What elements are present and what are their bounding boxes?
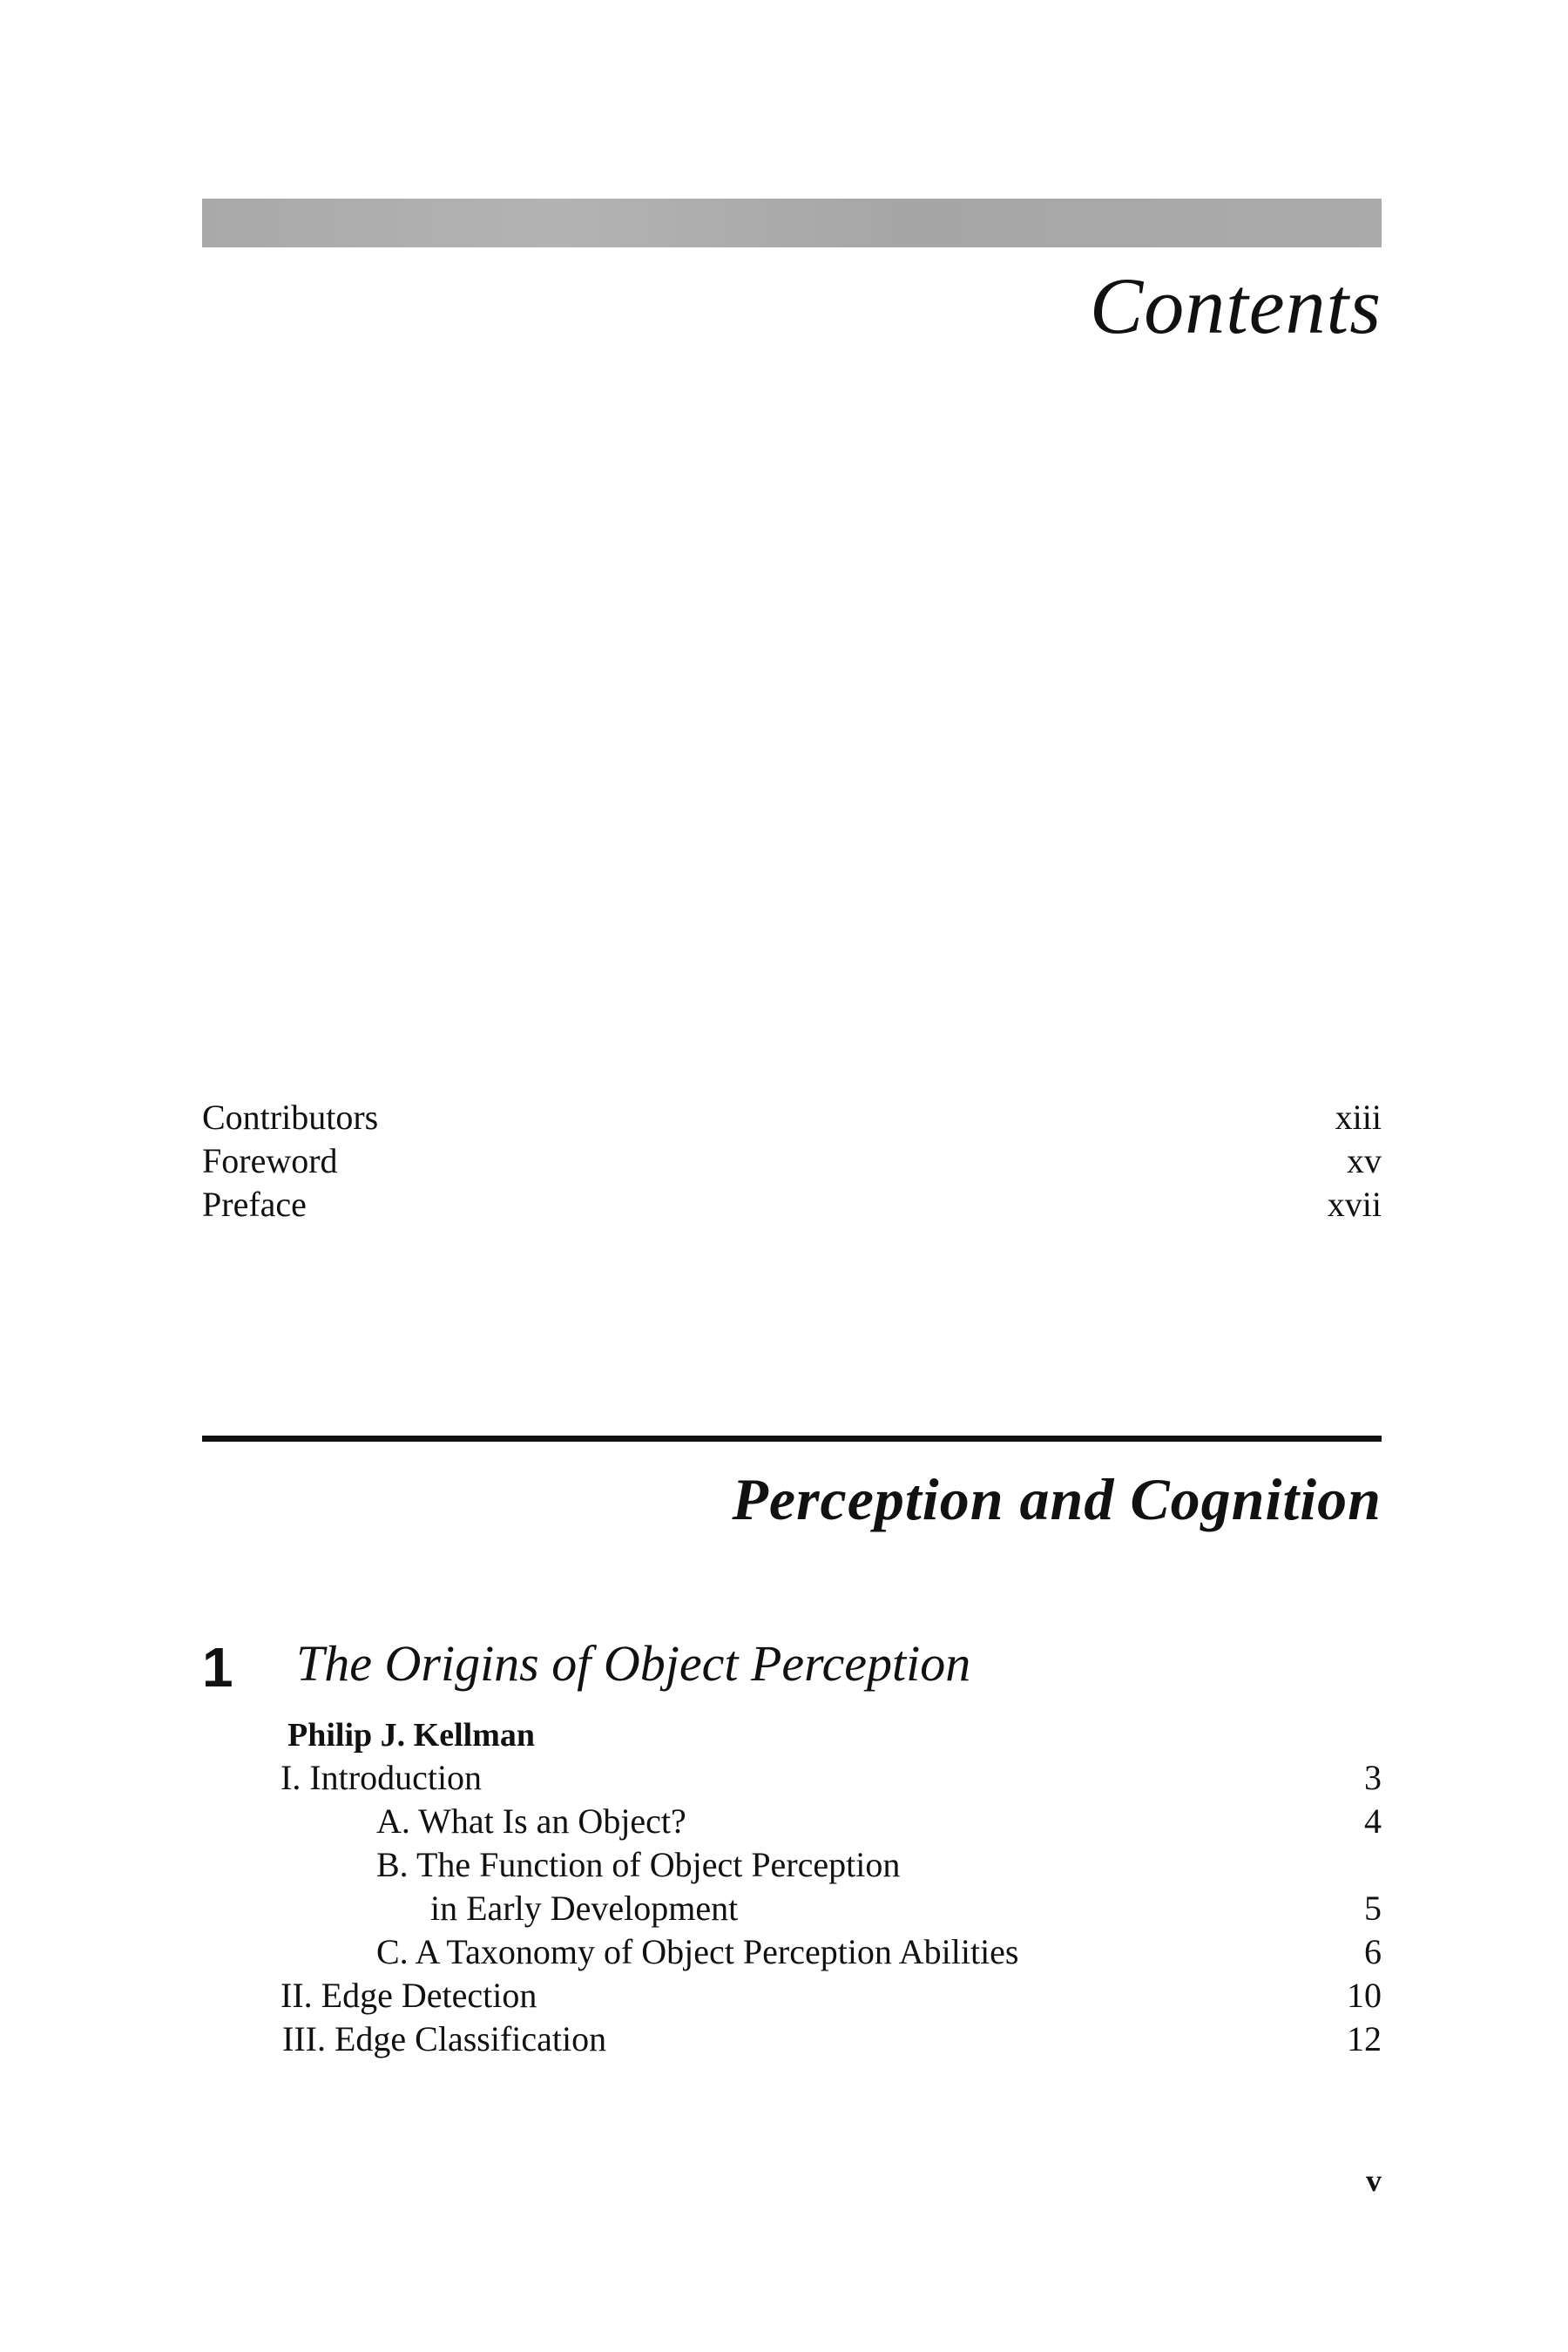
toc-entry[interactable] xyxy=(202,1930,1382,1974)
front-matter-item[interactable] xyxy=(202,1096,1382,1139)
toc-entry-page: 4 xyxy=(1364,1801,1382,1841)
toc-entry-label: A. What Is an Object? xyxy=(376,1801,686,1841)
toc-entry-page: 10 xyxy=(1347,1976,1382,2015)
front-matter-page: xv xyxy=(1347,1141,1382,1180)
toc-entry[interactable] xyxy=(202,1974,1382,2017)
chapter-number: 1 xyxy=(202,1636,233,1699)
toc-entry-label: B. The Function of Object Perception xyxy=(376,1845,901,1884)
front-matter-page: xvii xyxy=(1327,1185,1382,1224)
toc-entry-label: I. Introduction xyxy=(280,1758,483,1797)
chapter-toc xyxy=(202,1756,1382,2061)
toc-entry-label: II. Edge Detection xyxy=(280,1976,537,2015)
part-title: Perception and Cognition xyxy=(732,1466,1382,1532)
header-gray-band xyxy=(202,199,1382,247)
part-divider-rule xyxy=(202,1436,1382,1442)
front-matter-item[interactable] xyxy=(202,1183,1382,1227)
toc-entry[interactable] xyxy=(202,2017,1382,2061)
toc-entry-page: 5 xyxy=(1364,1889,1382,1928)
toc-entry-continuation[interactable] xyxy=(202,1887,1382,1930)
toc-entry[interactable] xyxy=(202,1800,1382,1843)
page-folio: v xyxy=(1366,2163,1382,2198)
front-matter-label: Foreword xyxy=(202,1141,338,1180)
front-matter-label: Preface xyxy=(202,1185,307,1224)
toc-entry-page: 12 xyxy=(1347,2019,1382,2058)
page-title: Contents xyxy=(1089,261,1382,350)
chapter-title[interactable]: The Origins of Object Perception xyxy=(296,1635,971,1692)
toc-entry-label: C. A Taxonomy of Object Perception Abilities xyxy=(376,1932,1019,1971)
front-matter-label: Contributors xyxy=(202,1098,379,1137)
toc-entry-label: in Early Development xyxy=(430,1889,739,1928)
toc-entry-label: III. Edge Classification xyxy=(282,2019,607,2058)
toc-entry[interactable] xyxy=(202,1756,1382,1800)
front-matter-item[interactable] xyxy=(202,1139,1382,1183)
toc-entry-page: 6 xyxy=(1364,1932,1382,1971)
toc-entry[interactable] xyxy=(202,1843,1382,1887)
toc-entry-page: 3 xyxy=(1364,1758,1382,1797)
chapter-author: Philip J. Kellman xyxy=(287,1717,535,1754)
front-matter-page: xiii xyxy=(1335,1098,1382,1137)
front-matter-list xyxy=(202,1096,1382,1227)
